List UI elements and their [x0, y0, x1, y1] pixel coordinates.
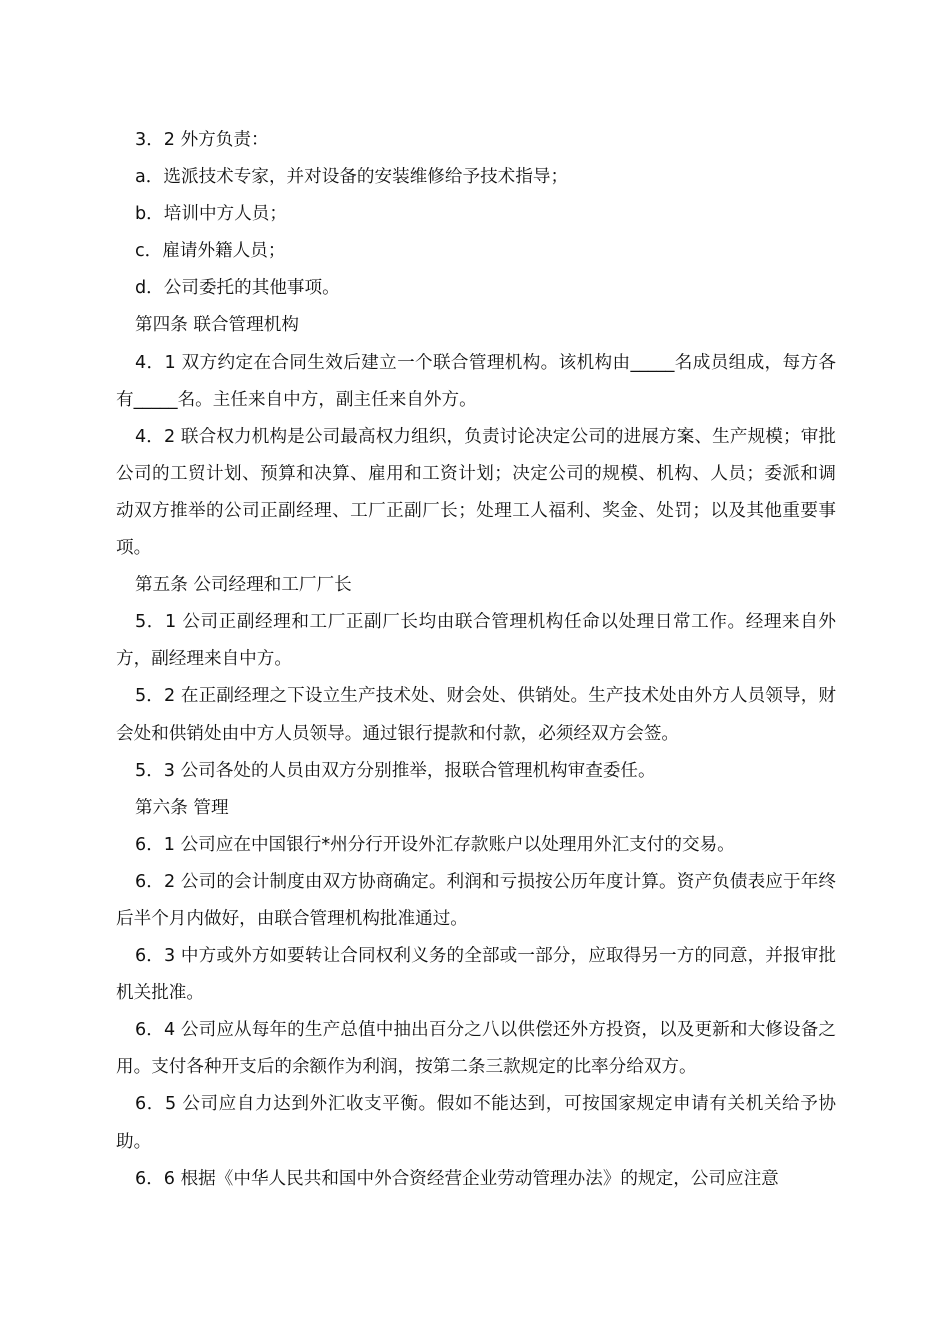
clause-4-1: 4．1 双方约定在合同生效后建立一个联合管理机构。该机构由_____名成员组成，每方各有_____名。主任来自中方，副主任来自外方。 — [116, 352, 836, 410]
article-6-heading: 第六条 管理 — [135, 797, 229, 818]
clause-5-3: 5．3 公司各处的人员由双方分别推举，报联合管理机构审查委任。 — [135, 760, 656, 781]
clause-6-3: 6．3 中方或外方如要转让合同权利义务的全部或一部分，应取得另一方的同意，并报审批机关批准。 — [116, 946, 836, 1004]
clause-6-5: 6．5 公司应自力达到外汇收支平衡。假如不能达到，可按国家规定申请有关机关给予协助。 — [116, 1094, 836, 1152]
clause-5-1: 5．1 公司正副经理和工厂正副厂长均由联合管理机构任命以处理日常工作。经理来自外方，副经理来自中方。 — [116, 612, 836, 670]
clause-3-2-c: c．雇请外籍人员； — [135, 241, 286, 262]
clause-5-2: 5．2 在正副经理之下设立生产技术处、财会处、供销处。生产技术处由外方人员领导，财会处和供销处由中方人员领导。通过银行提款和付款，必须经双方会签。 — [116, 686, 836, 744]
clause-3-2: 3．2 外方负责： — [135, 130, 269, 150]
clause-3-2-b: b．培训中方人员； — [135, 204, 287, 225]
clause-6-2: 6．2 公司的会计制度由双方协商确定。利润和亏损按公历年度计算。资产负债表应于年终后半个月内做好，由联合管理机构批准通过。 — [116, 871, 836, 929]
clause-6-1: 6．1 公司应在中国银行*州分行开设外汇存款账户以处理用外汇支付的交易。 — [135, 834, 735, 855]
article-4-heading: 第四条 联合管理机构 — [135, 315, 299, 336]
clause-3-2-d: d．公司委托的其他事项。 — [135, 278, 340, 299]
document-body — [116, 122, 836, 1198]
clause-6-4: 6．4 公司应从每年的生产总值中抽出百分之八以供偿还外方投资，以及更新和大修设备之用。支付各种开支后的余额作为利润，按第二条三款规定的比率分给双方。 — [116, 1020, 836, 1078]
clause-4-2: 4．2 联合权力机构是公司最高权力组织，负责讨论决定公司的进展方案、生产规模；审批公司的工贸计划、预算和决算、雇用和工资计划；决定公司的规模、机构、人员；委派和调动双方推举的公司正副经理、工厂正副厂长；处理工人福利、奖金、处罚；以及其他重要事项。 — [116, 426, 836, 559]
clause-6-6: 6．6 根据《中华人民共和国中外合资经营企业劳动管理办法》的规定，公司应注意 — [135, 1168, 779, 1189]
clause-3-2-a: a．选派技术专家，并对设备的安装维修给予技术指导； — [135, 167, 569, 188]
article-5-heading: 第五条 公司经理和工厂厂长 — [135, 575, 352, 596]
